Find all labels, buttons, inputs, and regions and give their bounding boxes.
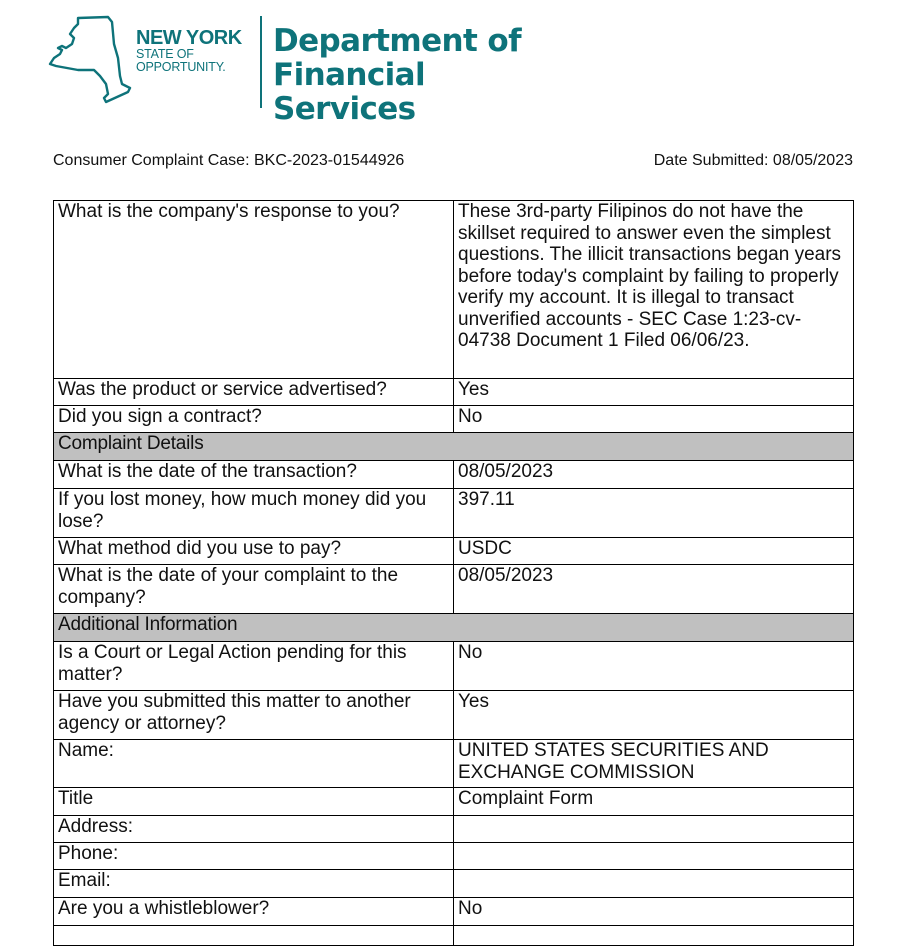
section-header (54, 614, 854, 642)
question-cell: If you lost money, how much money did you lose? (54, 489, 454, 538)
question-cell: Email: (54, 870, 454, 898)
new-york-state-outline-icon (48, 14, 138, 110)
form-row (54, 788, 854, 816)
case-number: Consumer Complaint Case: BKC-2023-01544926 (53, 152, 405, 169)
question-cell: What is the company's response to you? (54, 201, 454, 379)
department-name (273, 24, 568, 126)
form-row (54, 565, 854, 614)
answer-cell: UNITED STATES SECURITIES AND EXCHANGE COMMISSION (454, 740, 854, 788)
question-cell: Did you sign a contract? (54, 406, 454, 433)
form-row (54, 816, 854, 843)
question-cell: Was the product or service advertised? (54, 379, 454, 406)
ny-state-line3: OPPORTUNITY. (136, 60, 226, 74)
answer-cell (454, 870, 854, 898)
question-cell: Have you submitted this matter to another agency or attorney? (54, 691, 454, 740)
form-row (54, 926, 854, 946)
complaint-form-table (53, 200, 854, 946)
question-cell (54, 926, 454, 946)
answer-cell: Complaint Form (454, 788, 854, 816)
question-cell: Name: (54, 740, 454, 788)
dfs-logo (48, 14, 568, 127)
form-row (54, 379, 854, 406)
form-row (54, 691, 854, 740)
form-row (54, 843, 854, 870)
answer-cell (454, 843, 854, 870)
form-row (54, 740, 854, 788)
section-header (54, 433, 854, 461)
answer-cell: USDC (454, 538, 854, 565)
date-submitted: Date Submitted: 08/05/2023 (653, 152, 853, 169)
form-row (54, 406, 854, 433)
ny-state-line2: STATE OF (136, 47, 194, 61)
question-cell: What is the date of the transaction? (54, 461, 454, 489)
form-row (54, 898, 854, 926)
answer-cell: No (454, 406, 854, 433)
department-line2: Financial Services (273, 57, 426, 127)
answer-cell: Yes (454, 691, 854, 740)
form-row (54, 489, 854, 538)
form-row (54, 461, 854, 489)
department-line1: Department of (273, 23, 521, 59)
question-cell: Is a Court or Legal Action pending for this matter? (54, 642, 454, 691)
answer-cell: No (454, 642, 854, 691)
section-title: Additional Information (54, 614, 854, 642)
question-cell: Title (54, 788, 454, 816)
answer-cell: 08/05/2023 (454, 461, 854, 489)
ny-state-line1: NEW YORK (136, 27, 242, 49)
answer-cell: 397.11 (454, 489, 854, 538)
answer-cell: No (454, 898, 854, 926)
question-cell: Address: (54, 816, 454, 843)
section-title: Complaint Details (54, 433, 854, 461)
answer-cell: Yes (454, 379, 854, 406)
ny-state-wordmark (136, 28, 242, 74)
answer-cell: 08/05/2023 (454, 565, 854, 614)
form-row (54, 642, 854, 691)
answer-cell (454, 816, 854, 843)
answer-cell: These 3rd-party Filipinos do not have the skillset required to answer even the simplest questions. The illicit transactions began years before today's complaint by failing to properly verify my account. It is illegal to transact unverified accounts - SEC Case 1:23-cv-04738 Document 1 Filed 06/06/23. (454, 201, 854, 379)
form-row (54, 201, 854, 379)
question-cell: Phone: (54, 843, 454, 870)
answer-cell (454, 926, 854, 946)
question-cell: What is the date of your complaint to the company? (54, 565, 454, 614)
question-cell: What method did you use to pay? (54, 538, 454, 565)
question-cell: Are you a whistleblower? (54, 898, 454, 926)
logo-divider (260, 16, 262, 108)
form-row (54, 538, 854, 565)
form-row (54, 870, 854, 898)
